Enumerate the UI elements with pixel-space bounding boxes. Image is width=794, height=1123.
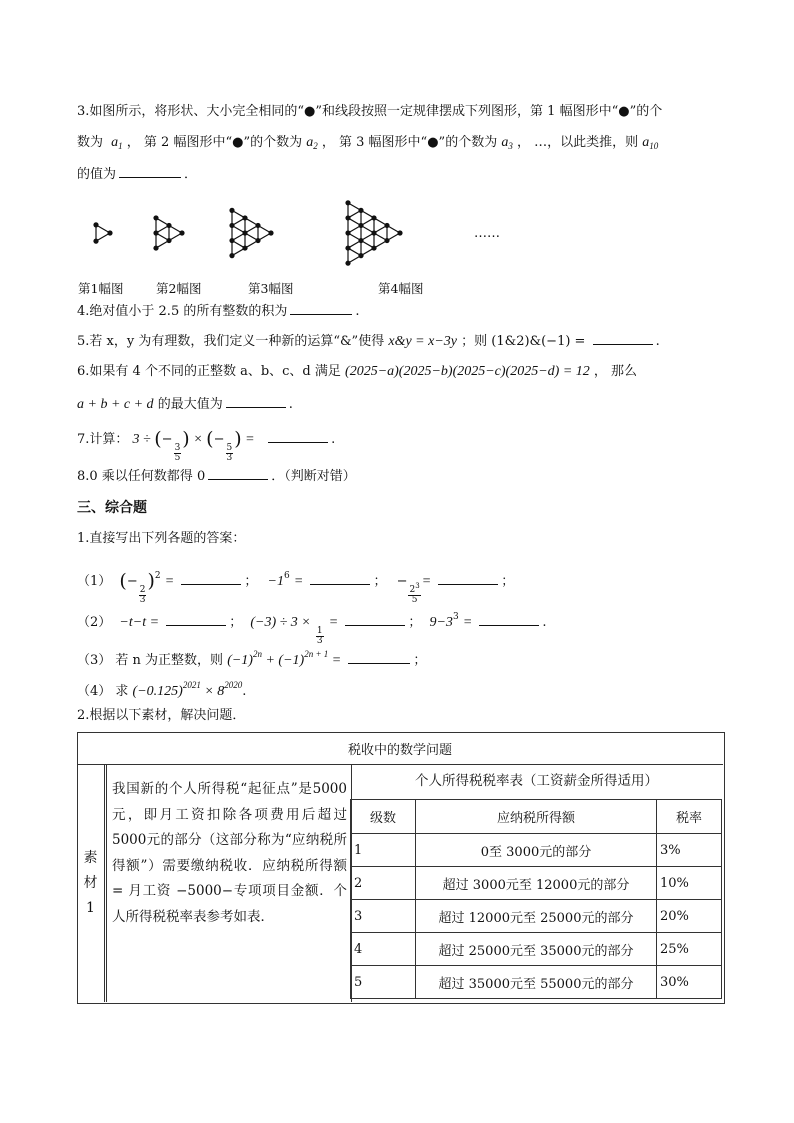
p2-intro: 2.根据以下素材，解决问题． [77, 708, 246, 723]
header-range: 应纳税所得额 [416, 800, 657, 834]
answer-blank[interactable] [119, 165, 181, 178]
answer-blank[interactable] [290, 302, 352, 315]
range-cell: 超过 25000元至 35000元的部分 [416, 933, 657, 966]
figure-dot [345, 245, 350, 250]
q4-line: 4.绝对值小于 2.5 的所有整数的积为 . [77, 304, 360, 319]
range-cell: 超过 12000元至 25000元的部分 [416, 900, 657, 933]
rate-cell: 10% [657, 867, 722, 900]
header-rate: 税率 [657, 800, 722, 834]
answer-blank[interactable] [593, 332, 653, 345]
range-cell: 0至 3000元的部分 [416, 834, 657, 867]
figure-dot [93, 222, 98, 227]
figure-dot [166, 238, 171, 243]
q8-line: 8.0 乘以任何数都得 0 ．（判断对错） [77, 469, 356, 484]
answer-blank[interactable] [181, 572, 241, 585]
figure-label-3: 第3幅图 [248, 281, 294, 296]
table-row [351, 900, 722, 933]
figure-dot [371, 230, 376, 235]
q7-line: 7.计算： 3 ÷ (− $\frac{3}{5}$ ) × (− $\frac{5}{3}$ ) = . [77, 428, 336, 463]
figure-dot [397, 230, 402, 235]
figure-dot [345, 215, 350, 220]
answer-blank[interactable] [166, 613, 226, 626]
figure-dot [242, 230, 247, 235]
rate-cell: 20% [657, 900, 722, 933]
q3-line2: 数为 $a_1$ ， 第 2 幅图形中“●”的个数为 $a_2$ ， 第 3 幅图形中“●”的个数为 $a_3$ ， …，以此类推，则 $a_{10}$ [77, 135, 659, 151]
figure-dot [345, 200, 350, 205]
header-level: 级数 [351, 800, 416, 834]
material-text: 我国新的个人所得税“起征点”是5000元，即月工资扣除各项费用后超过 5000元的部分（这部分称为“应纳税所得额”）需要缴纳税收．应纳税所得额 = 月工资 −5000−专项项目金额．个人所得税税率表参考如表． [112, 781, 347, 925]
answer-blank[interactable] [348, 651, 410, 664]
range-cell: 超过 35000元至 55000元的部分 [416, 966, 657, 999]
figure-dot [229, 253, 234, 258]
answer-blank[interactable] [208, 467, 268, 480]
level-cell: 2 [351, 867, 416, 900]
figure-dot [384, 223, 389, 228]
answer-blank[interactable] [226, 395, 286, 408]
figure-dot [153, 230, 158, 235]
figure-dot [358, 238, 363, 243]
dot-pattern-figures [0, 185, 794, 275]
rate-cell: 30% [657, 966, 722, 999]
material-label-cell [77, 765, 105, 1002]
figure-ellipsis: …… [474, 226, 500, 241]
p1-row3: （3） 若 n 为正整数，则 $(-1)^{2n} + (-1)^{2n + 1}$ = ； [77, 649, 427, 668]
q6-line1: 6.如果有 4 个不同的正整数 a、b、c、d 满足 (2025−a)(2025−b)(2025−c)(2025−d) = 12 ， 那么 [77, 364, 638, 379]
table-row [351, 867, 722, 900]
p1-row4: （4） 求 $(-0.125)^{2021} \times 8^{2020}$. [77, 680, 247, 699]
material-label: 素材1 [83, 850, 98, 916]
figure-label-1: 第1幅图 [78, 281, 124, 296]
range-cell: 超过 3000元至 12000元的部分 [416, 867, 657, 900]
tax-table-cell [350, 765, 723, 1002]
q3-line3: 的值为 ． [77, 167, 198, 182]
answer-blank[interactable] [438, 572, 498, 585]
level-cell: 4 [351, 933, 416, 966]
figure-label-2: 第2幅图 [156, 281, 202, 296]
table-title: 税收中的数学问题 [77, 732, 723, 765]
figure-dot [345, 230, 350, 235]
level-cell: 1 [351, 834, 416, 867]
answer-blank[interactable] [345, 613, 405, 626]
figure-dot [153, 245, 158, 250]
figure-dot [384, 238, 389, 243]
section-title: 三、综合题 [77, 500, 147, 516]
p1-row2: （2） −t−t = ； (−3) ÷ 3 × $\frac{1}{3}$ = ； $9-3^3$ = . [77, 612, 547, 646]
answer-blank[interactable] [268, 430, 328, 443]
figure-label-4: 第4幅图 [378, 281, 424, 296]
figure-dot [255, 223, 260, 228]
figure-dot [255, 238, 260, 243]
rate-cell: 3% [657, 834, 722, 867]
figure-dot [93, 239, 98, 244]
p1-row1: （1） (− $\frac{2}{3}$ )$^2$ = ； $-1^6$ = ； − $\frac{2^3}{5}$ = ； [77, 570, 515, 605]
material-text-cell [106, 765, 352, 1002]
level-cell: 3 [351, 900, 416, 933]
figure-dot [358, 223, 363, 228]
table-row [351, 834, 722, 867]
figure-dot [345, 261, 350, 266]
rate-cell: 25% [657, 933, 722, 966]
figure-dot [179, 230, 184, 235]
figure-dot [371, 245, 376, 250]
material-table [77, 732, 725, 1004]
answer-blank[interactable] [479, 613, 539, 626]
figure-dot [107, 230, 112, 235]
figure-dot [153, 215, 158, 220]
tax-table-title: 个人所得税税率表（工资薪金所得适用） [415, 773, 658, 789]
figure-dot [242, 215, 247, 220]
figure-dot [358, 253, 363, 258]
figure-dot [229, 238, 234, 243]
table-row [351, 966, 722, 999]
figure-dot [229, 223, 234, 228]
table-row [351, 933, 722, 966]
figure-dot [358, 208, 363, 213]
q3-line1: 3.如图所示，将形状、大小完全相同的“●”和线段按照一定规律摆成下列图形，第 1 幅图形中“●”的个 [77, 104, 663, 119]
figure-dot [229, 208, 234, 213]
level-cell: 5 [351, 966, 416, 999]
q6-line2: a + b + c + d 的最大值为 . [77, 397, 293, 412]
answer-blank[interactable] [310, 572, 370, 585]
p1-intro: 1.直接写出下列各题的答案： [77, 531, 246, 546]
figure-dot [242, 245, 247, 250]
figure-dot [268, 230, 273, 235]
figure-dot [371, 215, 376, 220]
tax-rate-table [350, 799, 722, 999]
figure-dot [166, 223, 171, 228]
q5-line: 5.若 x，y 为有理数，我们定义一种新的运算“&”使得 x&y = x−3y ；则 (1&2)&(−1) = . [77, 334, 660, 349]
